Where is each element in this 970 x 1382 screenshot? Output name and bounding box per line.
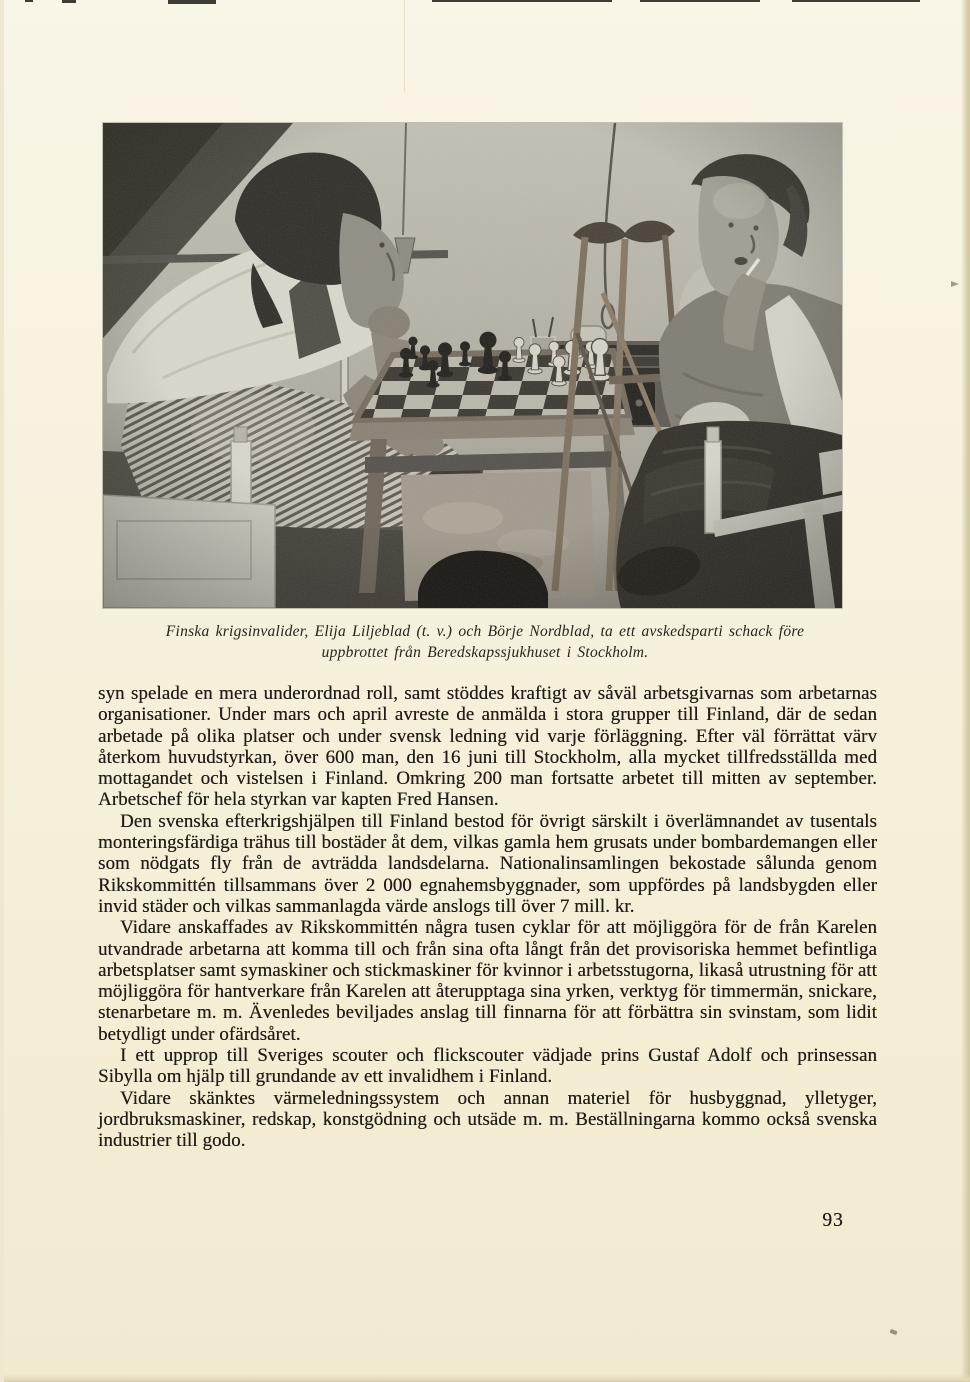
paragraph: Vidare anskaffades av Rikskommittén några tusen cyklar för att möjliggöra för de från Karelen utvandrade arbetarna att komma till och från sina ofta långt från det provisoriska hemmet befintliga arbetsplatser samt symaskiner och stickmaskiner för kvinnor i arbetsstugorna, likaså utrustning för att möjliggöra för hantverkare från Karelen att återupptaga sina yrken, verktyg för timmermän, snickare, stenarbetare m. m. Ävenledes beviljades anslag till finnarna för att förbättra sin svinstam, som lidit betydligt under ofärdsåret.	[98, 917, 877, 1045]
scan-artifact	[432, 0, 612, 2]
scan-artifact	[25, 0, 33, 2]
page-number: 93	[822, 1210, 844, 1231]
paragraph: Vidare skänktes värmeledningssystem och annan materiel för husbyggnad, ylletyger, jordbruksmaskiner, redskap, konstgödning och utsäde m. m. Beställningarna kommo också svenska industrier till godo.	[98, 1087, 877, 1152]
scan-artifact	[168, 0, 216, 4]
scan-artifact	[62, 0, 76, 3]
photo-caption	[85, 621, 885, 663]
scan-speck	[951, 281, 959, 287]
photo-illustration	[103, 123, 842, 608]
page-edge	[0, 0, 4, 1382]
photo-chess-match	[103, 123, 842, 608]
page-edge	[961, 0, 970, 1382]
paragraph: syn spelade en mera underordnad roll, samt stöddes kraftigt av såväl arbetsgivarnas som arbetarnas organisationer. Under mars och april avreste de anmälda i stora grupper till Finland, där de sedan arbetade på olika platser och under svensk ledning vid varje förläggning. Efter väl förrättat värv återkom huvudstyrkan, över 600 man, den 16 juni till Stockholm, alla mycket tillfredsställda med mottagandet och vistelsen i Finland. Omkring 200 man fortsatte arbetet till mitten av september. Arbetschef för hela styrkan var kapten Fred Hansen.	[98, 683, 877, 811]
paragraph: Den svenska efterkrigshjälpen till Finland bestod för övrigt särskilt i överlämnandet av tusentals monteringsfärdiga trähus till bostäder åt dem, vilkas gamla hem grusats under bombardemangen eller som nödgats fly från de avträdda landsdelarna. Nationalinsamlingen bekostade sålunda genom Rikskommittén tillsammans över 2 000 egnahemsbyggnader, som uppfördes på landsbygden eller invid städer och vilkas sammanlagda värde anslogs till över 7 mill. kr.	[98, 810, 877, 917]
scan-artifact	[640, 0, 760, 2]
page-edge	[0, 1374, 970, 1382]
scan-artifact	[792, 0, 920, 2]
scan-speck	[890, 1329, 898, 1335]
scan-crease	[404, 0, 405, 92]
body-text	[98, 683, 877, 1152]
photo-caption-line2: uppbrottet från Beredskapssjukhuset i Stockholm.	[321, 644, 649, 661]
photo-caption-line1: Finska krigsinvalider, Elija Liljeblad (t. v.) och Börje Nordblad, ta ett avskedsparti schack före	[165, 623, 805, 640]
paragraph: I ett upprop till Sveriges scouter och flickscouter vädjade prins Gustaf Adolf och prinsessan Sibylla om hjälp till grundande av ett invalidhem i Finland.	[98, 1045, 877, 1088]
